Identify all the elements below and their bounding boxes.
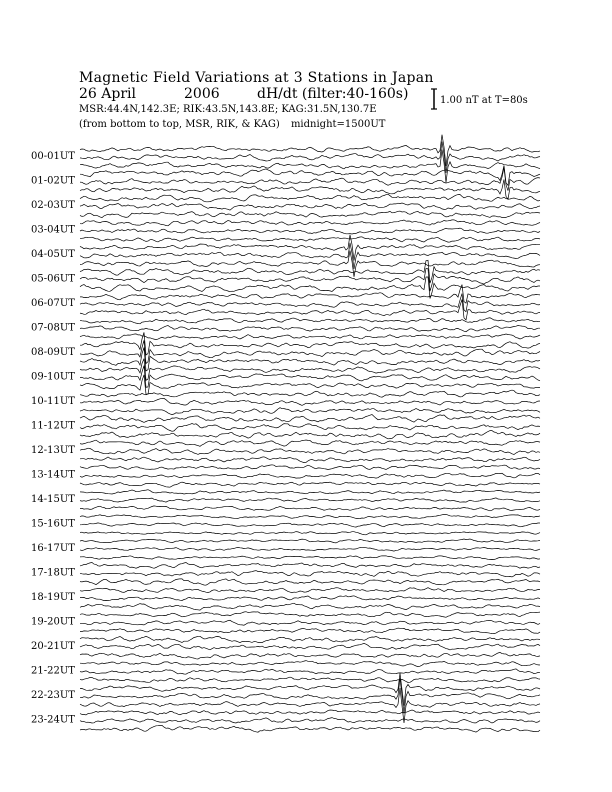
hour-label: 17-18UT (31, 567, 75, 579)
trace-KAG-12-13UT (80, 440, 540, 446)
hour-label: 06-07UT (31, 298, 75, 309)
hour-label: 22-23UT (31, 690, 75, 701)
trace-MSR-00-01UT (80, 150, 540, 183)
trace-MSR-07-08UT (80, 334, 540, 340)
trace-KAG-22-23UT (80, 673, 540, 705)
hour-label: 11-12UT (31, 420, 75, 432)
trace-KAG-16-17UT (80, 539, 540, 543)
hour-label: 13-14UT (31, 469, 75, 481)
trace-KAG-21-22UT (80, 661, 540, 667)
trace-KAG-07-08UT (80, 318, 540, 324)
hour-label: 16-17UT (31, 543, 75, 554)
trace-RIK-16-17UT (80, 547, 540, 551)
trace-RIK-06-07UT (80, 294, 540, 312)
hour-label: 23-24UT (31, 714, 75, 726)
hour-label: 14-15UT (31, 494, 75, 505)
midnight-label: midnight=1500UT (290, 119, 386, 130)
quantity-label: dH/dt (filter:40-160s) (257, 86, 409, 102)
trace-RIK-22-23UT (80, 679, 540, 714)
hour-label: 03-04UT (31, 224, 75, 236)
trace-KAG-10-11UT (80, 390, 540, 397)
hour-label: 02-03UT (31, 200, 75, 211)
hour-label: 21-22UT (31, 665, 75, 677)
trace-KAG-06-07UT (80, 285, 540, 304)
year-label: 2006 (184, 86, 220, 102)
trace-MSR-08-09UT (80, 348, 540, 371)
trace-KAG-23-24UT (80, 710, 540, 715)
trace-RIK-23-24UT (80, 718, 540, 723)
trace-MSR-09-10UT (80, 375, 540, 394)
trace-KAG-14-15UT (80, 490, 540, 494)
hour-label: 12-13UT (31, 445, 75, 456)
trace-RIK-20-21UT (80, 643, 540, 650)
stations-label: MSR:44.4N,142.3E; RIK:43.5N,143.8E; KAG:31.5N,130.7E (79, 104, 377, 115)
trace-RIK-17-18UT (80, 571, 540, 577)
trace-RIK-13-14UT (80, 473, 540, 478)
trace-KAG-02-03UT (80, 194, 540, 202)
trace-MSR-03-04UT (80, 237, 540, 242)
trace-KAG-19-20UT (80, 612, 540, 618)
trace-KAG-17-18UT (80, 563, 540, 569)
trace-RIK-02-03UT (80, 203, 540, 210)
trace-RIK-14-15UT (80, 498, 540, 502)
trace-MSR-15-16UT (80, 532, 540, 535)
trace-RIK-05-06UT (80, 268, 540, 291)
trace-RIK-12-13UT (80, 448, 540, 454)
trace-MSR-02-03UT (80, 211, 540, 218)
chart-title: Magnetic Field Variations at 3 Stations in Japan (79, 70, 434, 86)
trace-KAG-08-09UT (80, 332, 540, 355)
trace-MSR-10-11UT (80, 408, 540, 415)
trace-RIK-18-19UT (80, 596, 540, 601)
trace-MSR-19-20UT (80, 628, 540, 634)
hour-label: 04-05UT (31, 249, 75, 260)
trace-RIK-15-16UT (80, 523, 540, 527)
order-label: (from bottom to top, MSR, RIK, & KAG) (79, 119, 280, 130)
trace-KAG-13-14UT (80, 465, 540, 470)
hour-label: 01-02UT (31, 175, 75, 187)
hour-label: 00-01UT (31, 151, 75, 162)
trace-MSR-17-18UT (80, 579, 540, 585)
hour-label: 20-21UT (31, 641, 75, 652)
trace-MSR-20-21UT (80, 652, 540, 659)
hour-label: 05-06UT (31, 273, 75, 285)
trace-MSR-23-24UT (80, 725, 540, 732)
trace-MSR-11-12UT (80, 431, 540, 439)
trace-KAG-00-01UT (80, 135, 540, 166)
trace-KAG-18-19UT (80, 588, 540, 593)
trace-RIK-00-01UT (80, 142, 540, 173)
trace-RIK-08-09UT (80, 340, 540, 363)
hour-label: 19-20UT (31, 616, 75, 628)
trace-MSR-13-14UT (80, 482, 540, 487)
trace-KAG-03-04UT (80, 220, 540, 226)
hour-label: 18-19UT (31, 592, 75, 603)
trace-RIK-01-02UT (80, 168, 540, 191)
trace-RIK-21-22UT (80, 669, 540, 674)
trace-RIK-19-20UT (80, 620, 540, 625)
trace-MSR-21-22UT (80, 677, 540, 682)
trace-KAG-20-21UT (80, 636, 540, 642)
trace-MSR-22-23UT (80, 688, 540, 723)
trace-MSR-14-15UT (80, 506, 540, 511)
date-label: 26 April (79, 86, 136, 102)
hour-label: 10-11UT (31, 396, 75, 407)
scale-label: 1.00 nT at T=80s (440, 95, 528, 106)
trace-RIK-10-11UT (80, 398, 540, 405)
hour-label: 15-16UT (31, 518, 75, 530)
trace-RIK-03-04UT (80, 228, 540, 234)
trace-MSR-18-19UT (80, 603, 540, 610)
trace-MSR-12-13UT (80, 457, 540, 463)
hour-label: 09-10UT (31, 371, 75, 383)
trace-MSR-16-17UT (80, 556, 540, 560)
trace-RIK-11-12UT (80, 424, 540, 432)
trace-KAG-15-16UT (80, 514, 540, 518)
hour-label: 08-09UT (31, 347, 75, 358)
trace-RIK-07-08UT (80, 326, 540, 332)
hour-label: 07-08UT (31, 322, 75, 334)
trace-KAG-11-12UT (80, 415, 540, 423)
